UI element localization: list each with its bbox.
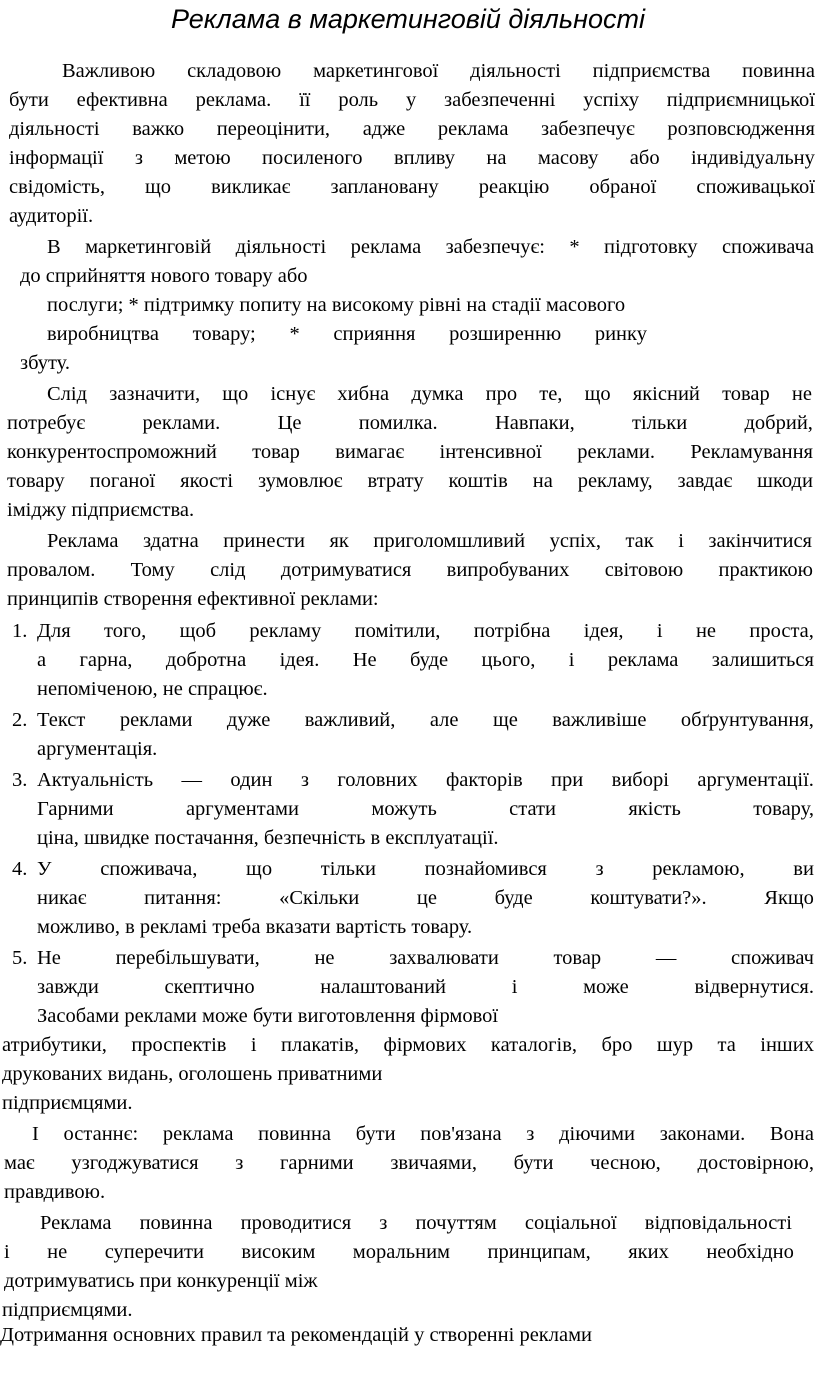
text-line: і не суперечити високим моральним принципам, яких необхідно — [4, 1241, 794, 1263]
text-line: Важливою складовою маркетингової діяльності підприємства повинна — [62, 60, 815, 82]
text-line: У споживача, що тільки познайомився з рекламою, ви — [37, 858, 814, 880]
text-line: інформації з метою посиленого впливу на масову або індивідуальну — [9, 147, 815, 169]
text-line: Для того, щоб рекламу помітили, потрібна ідея, і не проста, — [37, 620, 814, 642]
document-title: Реклама в маркетинговій діяльності — [171, 4, 645, 34]
list-number: 5. — [12, 947, 28, 969]
text-line: послуги; * підтримку попиту на високому рівні на стадії масового — [47, 294, 626, 316]
text-line: Не перебільшувати, не захвалювати товар — споживач — [37, 947, 814, 969]
text-line: можливо, в рекламі треба вказати вартість товару. — [37, 916, 473, 938]
text-line: виробництва товару; * сприяння розширенню ринку — [47, 323, 647, 345]
text-line: до сприйняття нового товару або — [20, 265, 308, 287]
text-line: діяльності важко переоцінити, адже реклама забезпечує розповсюдження — [9, 118, 815, 140]
text-line: І останнє: реклама повинна бути пов'язана з діючими законами. Вона — [32, 1123, 814, 1145]
text-line: В маркетинговій діяльності реклама забезпечує: * підготовку споживача — [47, 236, 814, 258]
text-line: конкурентоспроможний товар вимагає інтенсивної реклами. Рекламування — [7, 441, 813, 463]
text-line: аудиторії. — [9, 205, 94, 227]
text-line: Реклама здатна принести як приголомшливий успіх, так і закінчитися — [47, 530, 812, 552]
section-heading: Дотримання основних правил та рекомендацій у створенні реклами — [0, 1324, 593, 1346]
text-line: ціна, швидке постачання, безпечність в експлуатації. — [37, 827, 499, 849]
text-line: Слід зазначити, що існує хибна думка про те, що якісний товар не — [47, 383, 812, 405]
text-line: підприємцями. — [2, 1092, 133, 1114]
text-line: товару поганої якості зумовлює втрату коштів на рекламу, завдає шкоди — [7, 470, 813, 492]
text-line: Засобами реклами може бути виготовлення фірмової — [37, 1005, 499, 1027]
list-number: 3. — [12, 769, 28, 791]
text-line: непоміченою, не спрацює. — [37, 678, 268, 700]
text-line: провалом. Тому слід дотримуватися випробуваних світовою практикою — [7, 559, 813, 581]
text-line: свідомість, що викликає заплановану реакцію обраної споживацької — [9, 176, 815, 198]
text-line: завжди скептично налаштований і може відвернутися. — [37, 976, 814, 998]
list-number: 2. — [12, 709, 28, 731]
text-line: атрибутики, проспектів і плакатів, фірмових каталогів, бро шур та інших — [2, 1034, 814, 1056]
text-line: іміджу підприємства. — [7, 499, 195, 521]
text-line: має узгоджуватися з гарними звичаями, бути чесною, достовірною, — [4, 1152, 814, 1174]
text-line: бути ефективна реклама. її роль у забезпеченні успіху підприємницької — [9, 89, 815, 111]
text-line: збуту. — [20, 352, 71, 374]
text-line: Реклама повинна проводитися з почуттям соціальної відповідальності — [40, 1212, 792, 1234]
text-line: правдивою. — [4, 1181, 106, 1203]
text-line: Гарними аргументами можуть стати якість товару, — [37, 798, 814, 820]
list-number: 1. — [12, 620, 28, 642]
text-line: потребує реклами. Це помилка. Навпаки, тільки добрий, — [7, 412, 813, 434]
text-line: підприємцями. — [2, 1299, 133, 1321]
list-number: 4. — [12, 858, 28, 880]
text-line: принципів створення ефективної реклами: — [7, 588, 379, 610]
text-line: аргументація. — [37, 738, 158, 760]
text-line: а гарна, добротна ідея. Не буде цього, і реклама залишиться — [37, 649, 814, 671]
text-line: никає питання: «Скільки це буде коштувати?». Якщо — [37, 887, 814, 909]
text-line: Актуальність — один з головних факторів при виборі аргументації. — [37, 769, 814, 791]
text-line: Текст реклами дуже важливий, але ще важливіше обґрунтування, — [37, 709, 814, 731]
text-line: друкованих видань, оголошень приватними — [2, 1063, 383, 1085]
text-line: дотримуватись при конкуренції між — [4, 1270, 318, 1292]
